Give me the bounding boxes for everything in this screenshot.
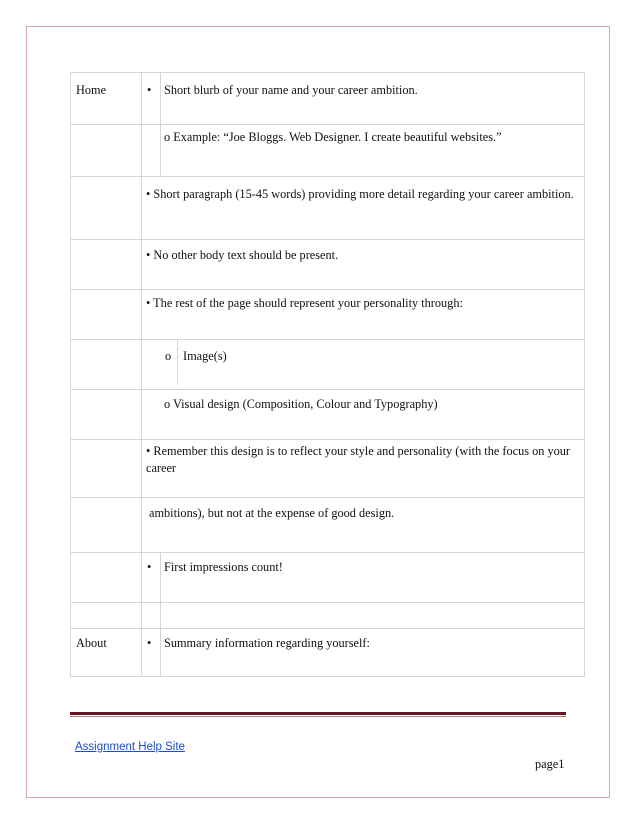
row-label-cell xyxy=(70,340,142,389)
row-text: o Visual design (Composition, Colour and Typography) xyxy=(164,397,438,411)
content-table xyxy=(70,72,585,677)
row-label-cell xyxy=(70,240,142,289)
table-row xyxy=(70,289,585,339)
row-text: • The rest of the page should represent your personality through: xyxy=(146,296,463,310)
row-text: Summary information regarding yourself: xyxy=(164,636,370,650)
row-label-cell xyxy=(70,177,142,239)
table-row xyxy=(70,389,585,439)
row-label-about: About xyxy=(76,636,107,650)
row-text: ambitions), but not at the expense of good design. xyxy=(149,506,395,520)
row-text: o Example: “Joe Bloggs. Web Designer. I create beautiful websites.” xyxy=(164,130,502,144)
bullet-cell xyxy=(142,603,161,628)
table-row xyxy=(70,497,585,552)
row-text: • Short paragraph (15-45 words) providing more detail regarding your career ambition. xyxy=(146,187,574,201)
footer-divider xyxy=(70,712,566,715)
page-number: page1 xyxy=(535,757,565,771)
table-row xyxy=(70,239,585,289)
row-label-cell xyxy=(70,290,142,339)
table-row xyxy=(70,124,585,176)
table-row xyxy=(70,72,585,124)
bullet-cell xyxy=(142,73,161,124)
row-label-cell xyxy=(70,390,142,439)
row-text: Short blurb of your name and your career ambition. xyxy=(164,83,418,97)
bullet: • xyxy=(147,83,152,97)
bullet-cell xyxy=(142,629,161,676)
bullet: • xyxy=(147,636,152,650)
row-label-cell xyxy=(70,603,142,628)
row-text: • Remember this design is to reflect your style and personality (with the focus on your career xyxy=(146,444,571,475)
bullet-cell xyxy=(142,125,161,176)
table-row xyxy=(70,552,585,602)
table-row xyxy=(70,628,585,677)
row-label-cell xyxy=(70,440,142,497)
row-label-cell xyxy=(70,498,142,552)
row-label-home: Home xyxy=(76,83,107,97)
bullet: • xyxy=(147,560,152,574)
bullet-cell xyxy=(142,553,161,602)
table-row xyxy=(70,439,585,497)
table-row xyxy=(70,176,585,239)
footer-divider-shadow xyxy=(70,716,566,717)
row-label-cell xyxy=(70,553,142,602)
assignment-help-link[interactable]: Assignment Help Site xyxy=(75,741,185,753)
row-text: • No other body text should be present. xyxy=(146,248,339,262)
row-label-cell xyxy=(70,125,142,176)
row-text: Image(s) xyxy=(183,349,227,363)
table-row xyxy=(70,602,585,628)
row-text: First impressions count! xyxy=(164,560,283,574)
table-row xyxy=(70,339,585,389)
sub-bullet-marker: o xyxy=(165,349,172,363)
